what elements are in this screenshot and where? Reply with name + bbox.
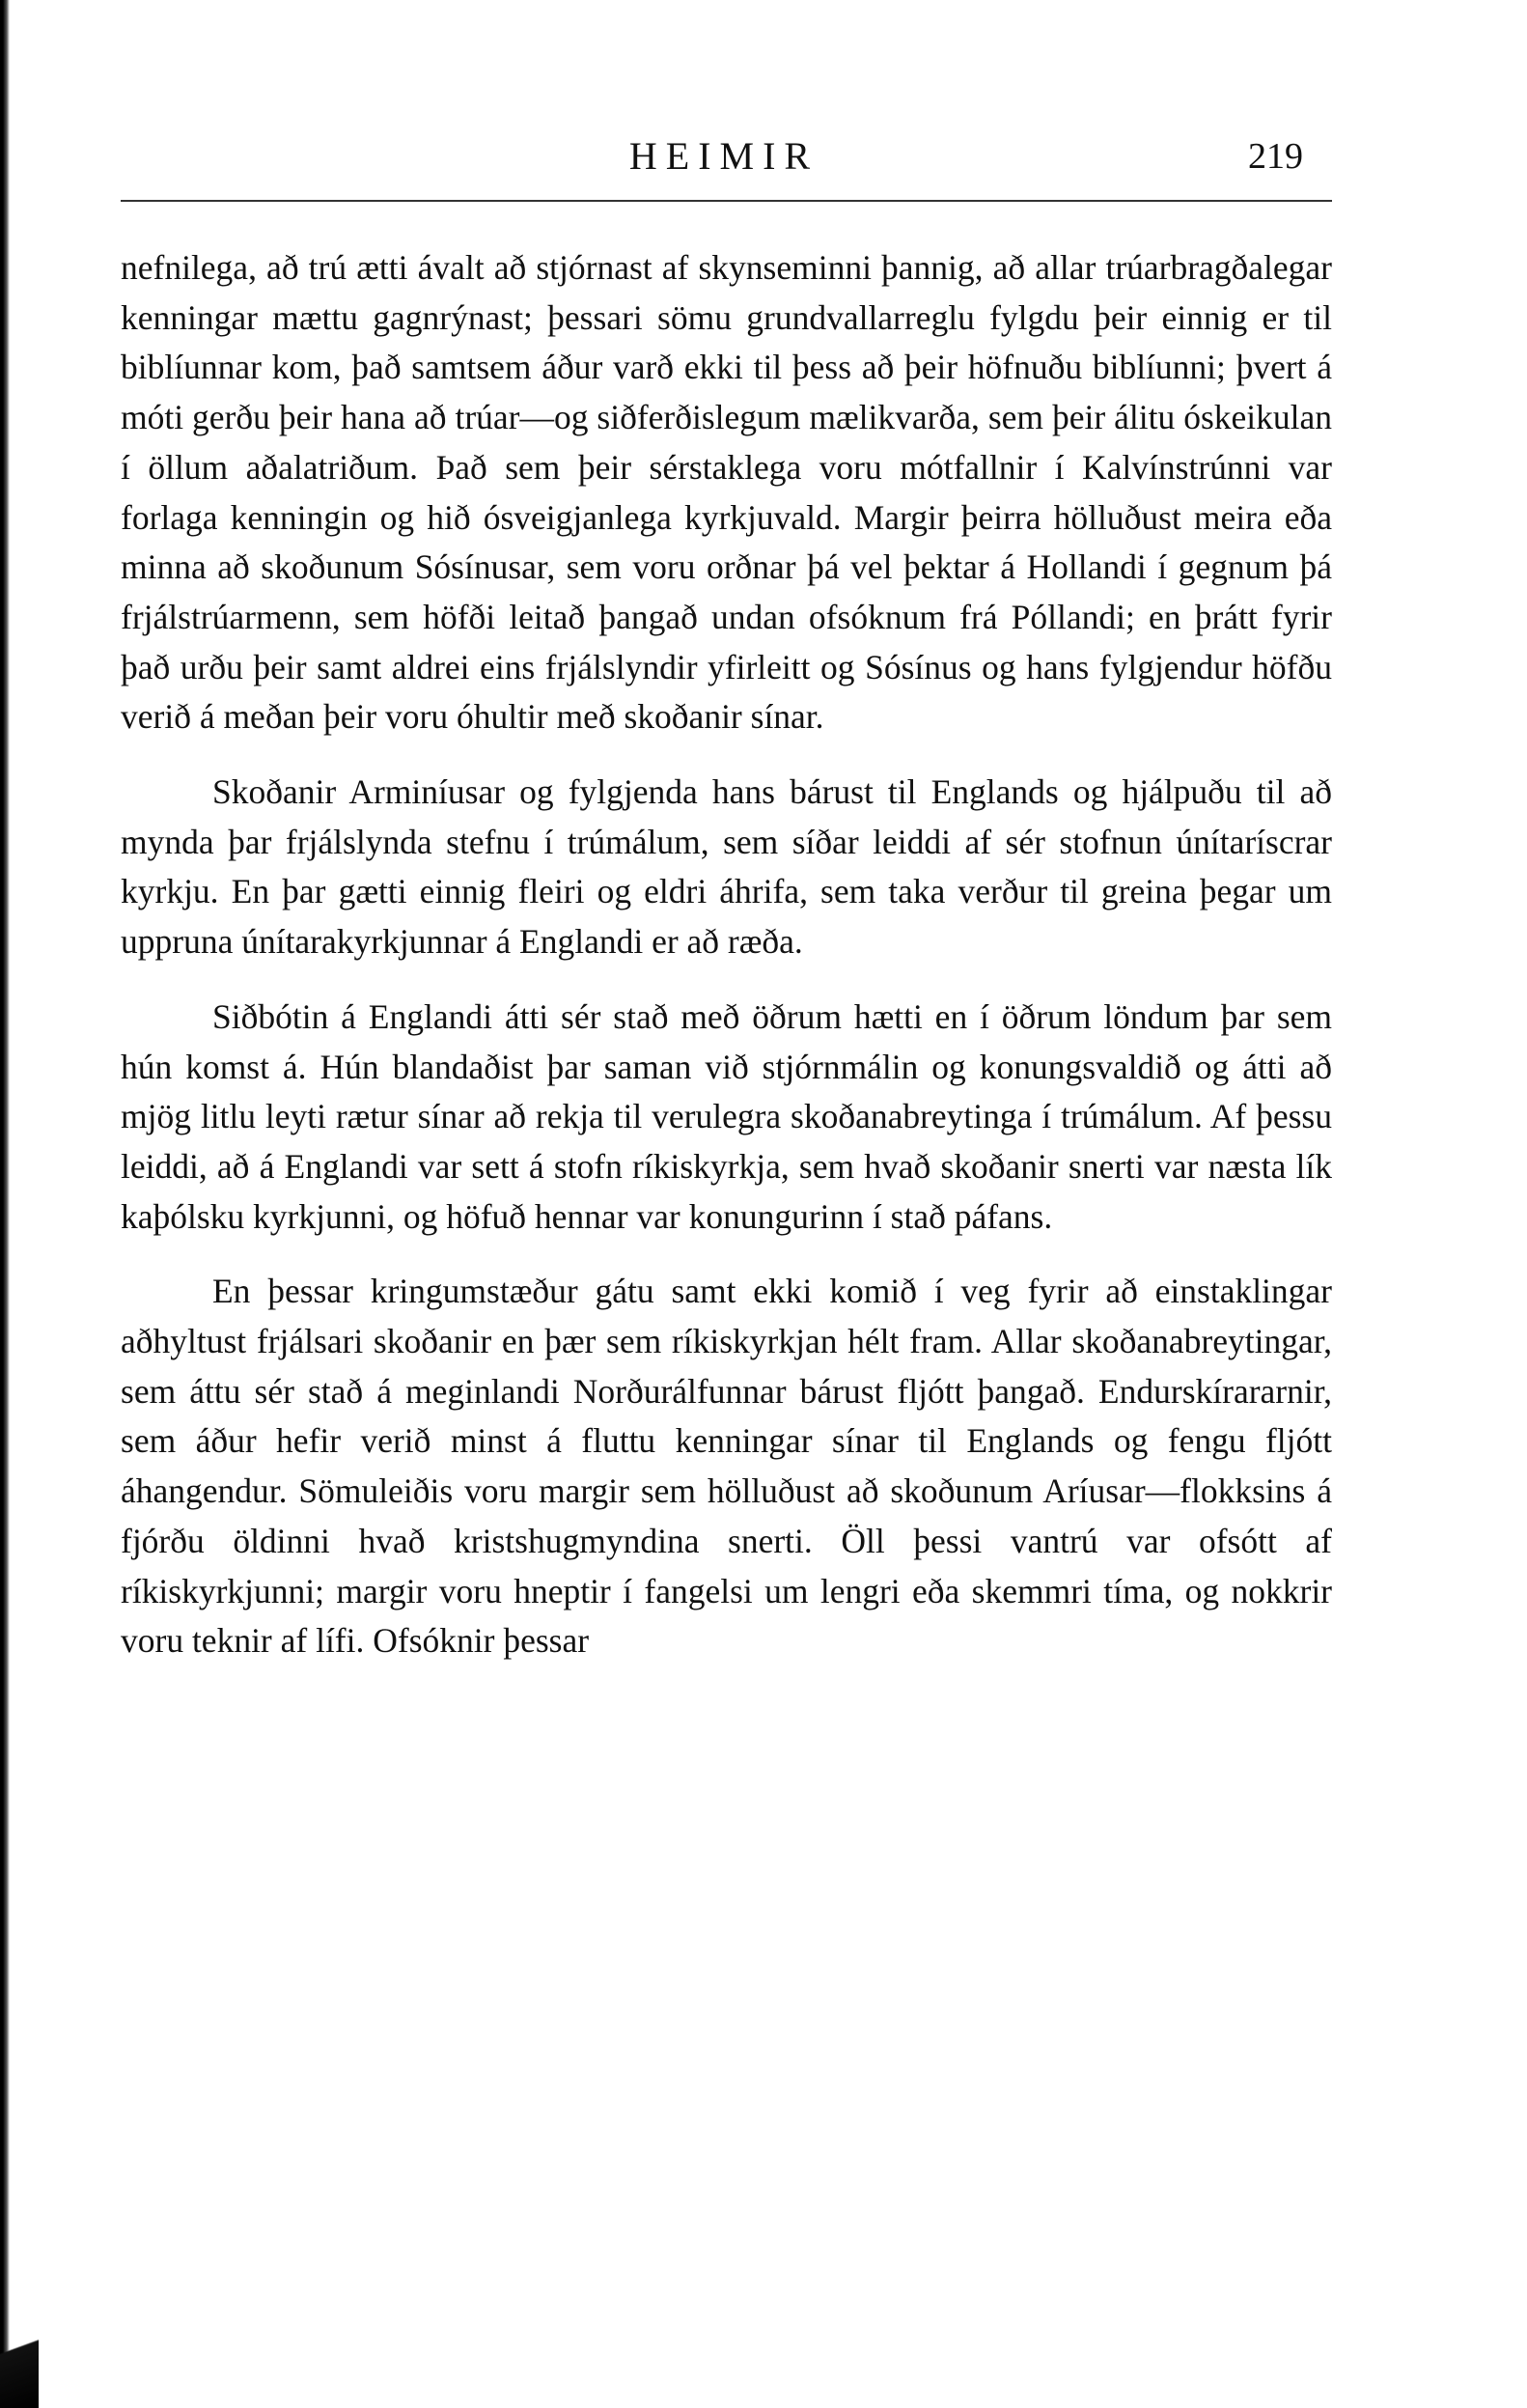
paragraph-1: nefnilega, að trú ætti ávalt að stjórnast af skynseminni þannig, að allar trúarbragðalegar kenningar mættu gagnrýnast; þessari sömu grundvallarreglu fylgdu þeir einnig er til biblíunnar kom, það samtsem áður varð ekki til þess að þeir höfnuðu biblíunni; þvert á móti gerðu þeir hana að trúar—og siðferðislegum mælikvarða, sem þeir álitu óskeikulan í öllum aðalatriðum. Það sem þeir sérstaklega voru mótfallnir í Kalvínstrúnni var forlaga kenningin og hið ósveigjanlega kyrkjuvald. Margir þeirra hölluðust meira eða minna að skoðunum Sósínusar, sem voru orðnar þá vel þektar á Hollandi í gegnum þá frjálstrúarmenn, sem höfði leitað þangað undan ofsóknum frá Póllandi; en þrátt fyrir það urðu þeir samt aldrei eins frjálslyndir yfirleitt og Sósínus og hans fylgjendur höfðu verið á meðan þeir voru óhultir með skoðanir sínar.: [121, 248, 1332, 737]
running-title: HEIMIR: [628, 134, 819, 178]
paragraph-3: Siðbótin á Englandi átti sér stað með öðrum hætti en í öðrum löndum þar sem hún komst á. Hún blandaðist þar saman við stjórnmálin og konungsvaldið og átti að mjög litlu leyti rætur sínar að rekja til verulegra skoðanabreytinga í trúmálum. Af þessu leiddi, að á Englandi var sett á stofn ríkiskyrkja, sem hvað skoðanir snerti var næsta lík kaþólsku kyrkjunni, og höfuð hennar var konungurinn í stað páfans.: [121, 996, 1332, 1236]
header-rule: [121, 200, 1332, 202]
book-spine-corner: [0, 2250, 39, 2408]
body-text: [121, 243, 1332, 1666]
paragraph-2: Skoðanir Arminíusar og fylgjenda hans bárust til Englands og hjálpuðu til að mynda þar frjálslynda stefnu í trúmálum, sem síðar leiddi af sér stofnun únítaríscrar kyrkju. En þar gætti einnig fleiri og eldri áhrifa, sem taka verður til greina þegar um uppruna únítarakyrkjunnar á Englandi er að ræða.: [121, 772, 1332, 962]
page-number: 219: [1248, 136, 1303, 177]
book-spine-shadow: [0, 0, 10, 2408]
paragraph-4: En þessar kringumstæður gátu samt ekki komið í veg fyrir að einstaklingar aðhyltust frjálsari skoðanir en þær sem ríkiskyrkjan hélt fram. Allar skoðanabreytingar, sem áttu sér stað á meginlandi Norðurálfunnar bárust fljótt þangað. Endurskírararnir, sem áður hefir verið minst á fluttu kenningar sínar til Englands og fengu fljótt áhangendur. Sömuleiðis voru margir sem hölluðust að skoðunum Aríusar—flokksins á fjórðu öldinni hvað kristshugmyndina snerti. Öll þessi vantrú var ofsótt af ríkiskyrkjunni; margir voru hneptir í fangelsi um lengri eða skemmri tíma, og nokkrir voru teknir af lífi. Ofsóknir þessar: [121, 1272, 1332, 1661]
running-header: [116, 126, 1332, 183]
